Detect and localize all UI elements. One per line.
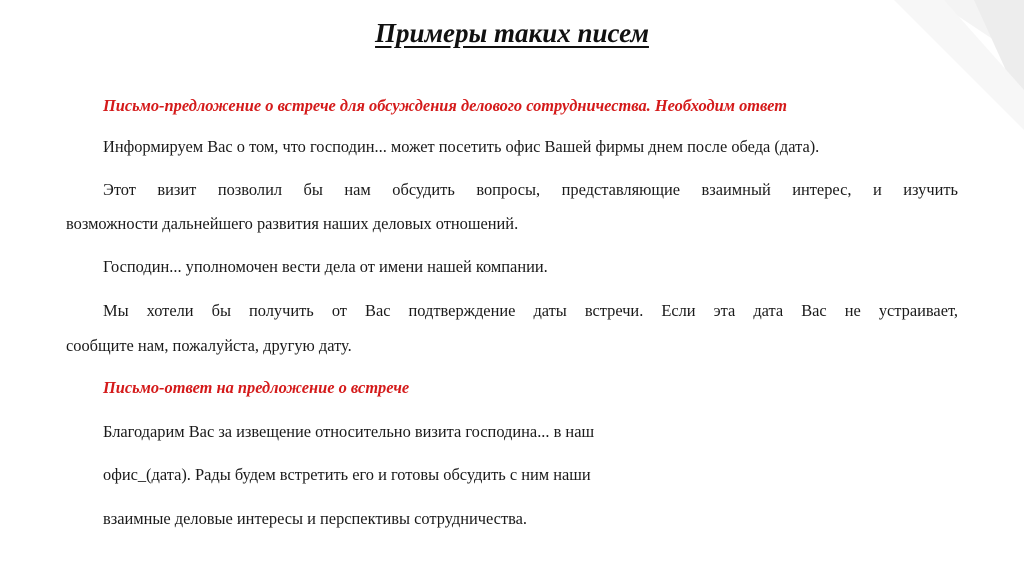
letter2-line-2: офис_(дата). Рады будем встретить его и готовы обсудить с ним наши: [103, 465, 591, 484]
letter2-heading: Письмо-ответ на предложение о встрече: [103, 378, 410, 397]
letter1-heading: Письмо-предложение о встрече для обсуждения делового сотрудничества. Необходим ответ: [103, 96, 787, 115]
letter2-line-3: взаимные деловые интересы и перспективы сотрудничества.: [103, 509, 528, 528]
letter1-paragraph-2-line-1: Этот визит позволил бы нам обсудить вопросы, представляющие взаимный интерес, и изучить: [103, 180, 958, 199]
letter1-paragraph-4-line-1: Мы хотели бы получить от Вас подтверждение даты встречи. Если эта дата Вас не устраивает,: [103, 301, 958, 320]
letter1-paragraph-4-line-2: сообщите нам, пожалуйста, другую дату.: [66, 336, 352, 355]
letter1-paragraph-3: Господин... уполномочен вести дела от имени нашей компании.: [103, 257, 548, 276]
page-title: Примеры таких писем: [375, 18, 649, 48]
decorative-corner-shapes: [874, 0, 1024, 574]
letter1-paragraph-2-line-2: возможности дальнейшего развития наших деловых отношений.: [66, 214, 519, 233]
letter1-paragraph-1: Информируем Вас о том, что господин... может посетить офис Вашей фирмы днем после обеда (дата).: [103, 137, 820, 156]
letter2-line-1: Благодарим Вас за извещение относительно визита господина... в наш: [103, 422, 595, 441]
